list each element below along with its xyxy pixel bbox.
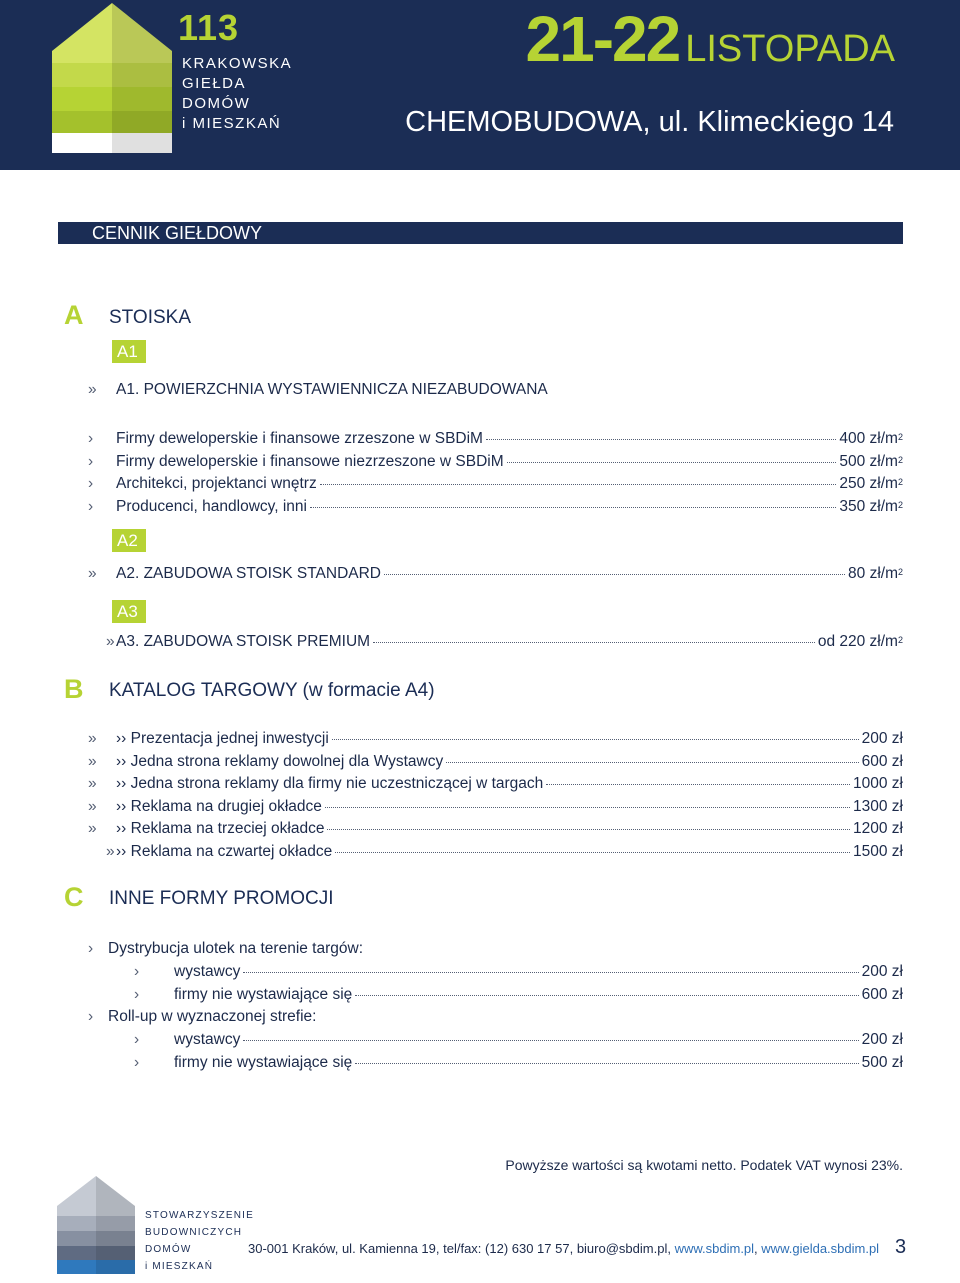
price-row-a2 — [88, 565, 903, 583]
event-days: 21-22 — [525, 3, 680, 75]
price-row — [88, 475, 903, 493]
association-name — [145, 1207, 254, 1275]
dot-leader — [243, 972, 858, 973]
logo-line: KRAKOWSKA — [182, 55, 293, 72]
promo-group-title — [88, 940, 363, 958]
row-label: A1. POWIERZCHNIA WYSTAWIENNICZA NIEZABUDOWANA — [116, 381, 548, 398]
price-row — [88, 430, 903, 448]
price-row — [88, 730, 903, 748]
row-mark: » — [88, 381, 97, 398]
row-price: 200 zł — [861, 730, 903, 747]
row-mark: › — [88, 498, 94, 515]
badge-a1: A1 — [112, 340, 146, 363]
row-price: 600 zł — [861, 753, 903, 770]
row-mark: » — [88, 730, 97, 747]
price-row — [88, 753, 903, 771]
row-mark: » — [106, 633, 115, 650]
row-label: Architekci, projektanci wnętrz — [116, 475, 317, 492]
dot-leader — [332, 739, 859, 740]
price-row — [134, 1054, 903, 1072]
row-price: 250 $zł/m^2$ — [839, 475, 903, 492]
row-price: 350 $zł/m^2$ — [839, 498, 903, 515]
price-row — [88, 820, 903, 838]
row-label: ›› Jedna strona reklamy dla firmy nie uczestniczącej w targach — [116, 775, 544, 792]
row-label: ›› Reklama na drugiej okładce — [116, 798, 322, 815]
org-line: i MIESZKAŃ — [145, 1261, 214, 1272]
row-label: Firmy deweloperskie i finansowe zrzeszone w SBDiM — [116, 430, 483, 447]
row-price: 200 zł — [861, 963, 903, 980]
row-mark: › — [88, 430, 94, 447]
dot-leader — [355, 995, 858, 996]
dot-leader — [310, 507, 836, 508]
logo-number: 113 — [178, 7, 240, 48]
dot-leader — [507, 462, 837, 463]
row-price: 600 zł — [861, 986, 903, 1003]
row-mark: › — [134, 1031, 140, 1048]
row-price: 400 $zł/m^2$ — [839, 430, 903, 447]
row-label: wystawcy — [174, 1031, 241, 1048]
association-logo-icon — [57, 1176, 135, 1276]
row-mark: › — [134, 986, 140, 1003]
venue-name: CHEMOBUDOWA, — [405, 106, 651, 138]
row-price: 80 $zł/m^2$ — [848, 565, 903, 582]
website-link-gielda[interactable]: www.gielda.sbdim.pl — [761, 1241, 880, 1256]
dot-leader — [446, 762, 858, 763]
price-row — [88, 775, 903, 793]
org-line: STOWARZYSZENIE — [145, 1210, 255, 1221]
row-price: 200 zł — [861, 1031, 903, 1048]
section-letter-a: A — [64, 300, 84, 330]
header-banner — [0, 0, 960, 170]
section-title-a: STOISKA — [109, 307, 192, 328]
price-row — [106, 843, 903, 861]
row-label: A3. ZABUDOWA STOISK PREMIUM — [116, 633, 371, 650]
dot-leader — [546, 784, 850, 785]
price-row — [134, 1031, 903, 1049]
venue-address: ul. Klimeckiego 14 — [658, 106, 894, 138]
row-mark: › — [88, 453, 94, 470]
section-title-b: KATALOG TARGOWY (w formacie A4) — [109, 680, 435, 701]
price-row — [88, 798, 903, 816]
subsection-a1-title — [88, 381, 548, 399]
row-label: wystawcy — [174, 963, 241, 980]
dot-leader — [243, 1040, 858, 1041]
website-link-sbdim[interactable]: www.sbdim.pl — [674, 1241, 755, 1256]
dot-leader — [373, 642, 815, 643]
dot-leader — [320, 484, 837, 485]
row-price: 1500 zł — [853, 843, 903, 860]
event-dates — [526, 2, 895, 76]
dot-leader — [486, 439, 836, 440]
row-mark: » — [88, 775, 97, 792]
row-label: Dystrybucja ulotek na terenie targów: — [108, 940, 364, 957]
org-line: BUDOWNICZYCH — [145, 1227, 243, 1238]
logo-line: i MIESZKAŃ — [182, 115, 282, 132]
logo-line: GIEŁDA — [182, 75, 247, 92]
row-label: firmy nie wystawiające się — [174, 986, 353, 1003]
page-number: 3 — [895, 1236, 907, 1258]
row-label: ›› Jedna strona reklamy dowolnej dla Wystawcy — [116, 753, 444, 770]
price-row — [88, 498, 903, 516]
dot-leader — [335, 852, 850, 853]
row-label: ›› Reklama na czwartej okładce — [116, 843, 333, 860]
row-mark: › — [88, 475, 94, 492]
row-mark: › — [88, 1008, 94, 1025]
row-price: 500 $zł/m^2$ — [839, 453, 903, 470]
row-price: 1300 zł — [853, 798, 903, 815]
price-row-a3 — [106, 633, 903, 651]
price-row — [88, 453, 903, 471]
badge-a2: A2 — [112, 529, 146, 552]
price-row — [134, 986, 903, 1004]
contact-info: 30-001 Kraków, ul. Kamienna 19, tel/fax: (12) 630 17 57, biuro@sbdim.pl, www.sbdim.pl, www.gielda.sbdim.pl — [248, 1241, 880, 1256]
house-logo-icon — [52, 3, 172, 168]
row-mark: » — [88, 565, 97, 582]
price-list-title: CENNIK GIEŁDOWY — [58, 222, 903, 244]
row-label: ›› Prezentacja jednej inwestycji — [116, 730, 329, 747]
dot-leader — [384, 574, 845, 575]
row-price: 500 zł — [861, 1054, 903, 1071]
vat-note: Powyższe wartości są kwotami netto. Podatek VAT wynosi 23%. — [505, 1157, 903, 1173]
section-title-c: INNE FORMY PROMOCJI — [109, 888, 334, 909]
row-mark: » — [106, 843, 115, 860]
row-label: A2. ZABUDOWA STOISK STANDARD — [116, 565, 381, 582]
promo-group-title — [88, 1008, 316, 1026]
price-row — [134, 963, 903, 981]
row-label: Roll-up w wyznaczonej strefie: — [108, 1008, 317, 1025]
row-mark: » — [88, 753, 97, 770]
row-label: Firmy deweloperskie i finansowe niezrzeszone w SBDiM — [116, 453, 504, 470]
row-mark: » — [88, 820, 97, 837]
row-price: 1000 zł — [853, 775, 903, 792]
row-mark: » — [88, 798, 97, 815]
row-mark: › — [88, 940, 94, 957]
event-month: LISTOPADA — [685, 28, 895, 70]
badge-a3: A3 — [112, 600, 146, 623]
row-label: ›› Reklama na trzeciej okładce — [116, 820, 325, 837]
row-price: od 220 $zł/m^2$ — [817, 633, 903, 650]
dot-leader — [327, 829, 850, 830]
section-letter-b: B — [64, 674, 84, 704]
logo-line: DOMÓW — [182, 95, 251, 112]
dot-leader — [325, 807, 850, 808]
logo-name — [182, 54, 292, 134]
contact-text: 30-001 Kraków, ul. Kamienna 19, tel/fax: (12) 630 17 57, biuro@sbdim.pl, — [248, 1241, 671, 1256]
org-line: DOMÓW — [145, 1244, 192, 1255]
row-label: Producenci, handlowcy, inni — [116, 498, 307, 515]
event-venue — [405, 106, 894, 139]
row-mark: › — [134, 1054, 140, 1071]
row-price: 1200 zł — [853, 820, 903, 837]
section-letter-c: C — [64, 882, 84, 912]
row-mark: › — [134, 963, 140, 980]
dot-leader — [355, 1063, 858, 1064]
row-label: firmy nie wystawiające się — [174, 1054, 353, 1071]
